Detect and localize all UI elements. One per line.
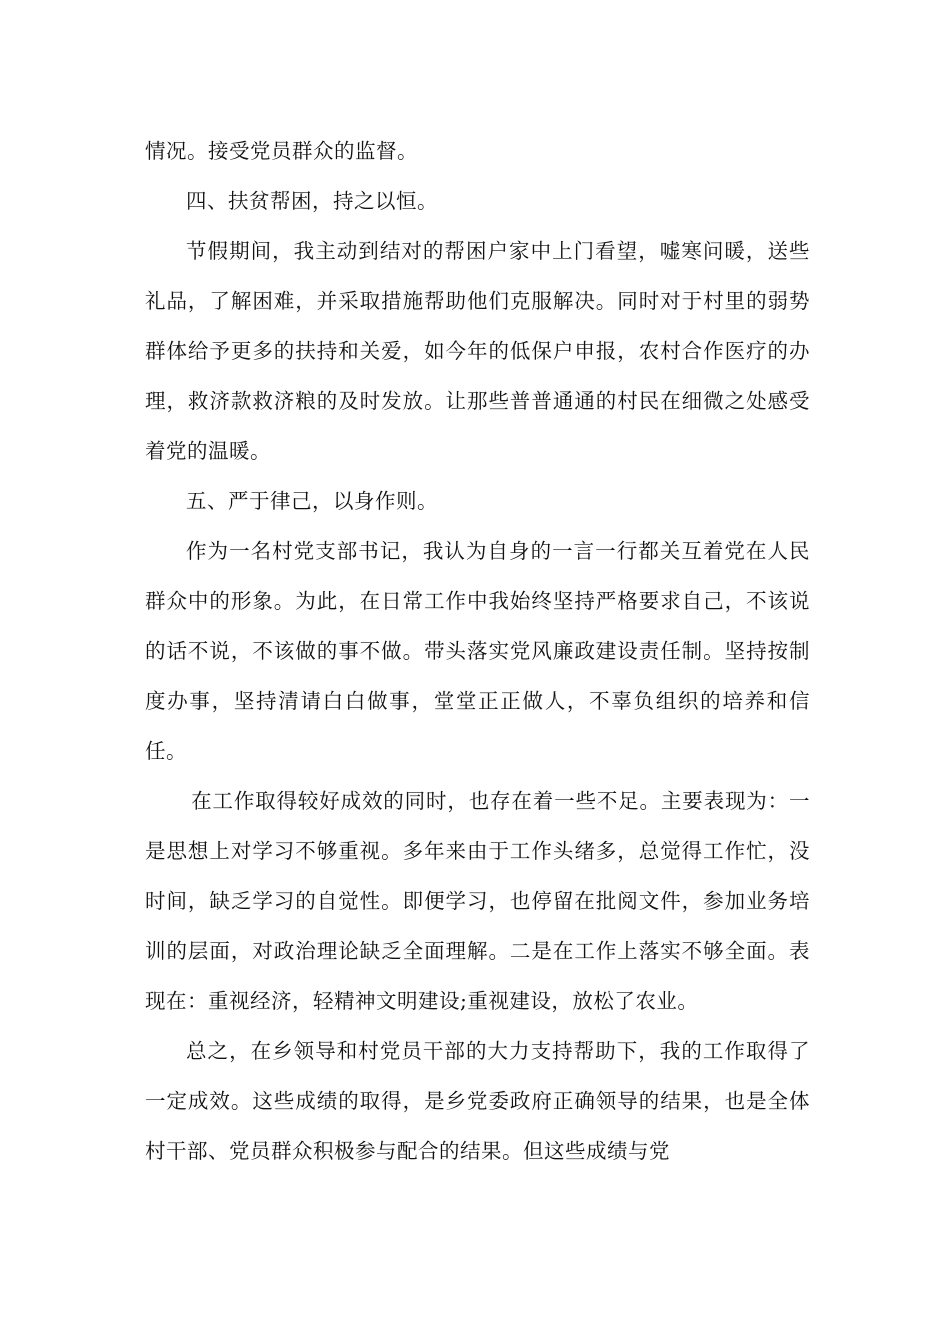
paragraph-self-discipline: 作为一名村党支部书记，我认为自身的一言一行都关互着党在人民群众中的形象。为此，在日常工作中我始终坚持严格要求自己，不该说的话不说，不该做的事不做。带头落实党风廉政建设责任制。坚持按制度办事，坚持清请白白做事，堂堂正正做人，不辜负组织的培养和信任。 bbox=[145, 539, 810, 763]
document-body bbox=[145, 126, 810, 1176]
paragraph-conclusion: 总之，在乡领导和村党员干部的大力支持帮助下，我的工作取得了一定成效。这些成绩的取得，是乡党委政府正确领导的结果，也是全体村干部、党员群众积极参与配合的结果。但这些成绩与党 bbox=[145, 1039, 810, 1163]
paragraph-poverty-relief: 节假期间，我主动到结对的帮困户家中上门看望，嘘寒问暖，送些礼品，了解困难，并采取措施帮助他们克服解决。同时对于村里的弱势群体给予更多的扶持和关爱，如今年的低保户申报，农村合作医疗的办理，救济款救济粮的及时发放。让那些普普通通的村民在细微之处感受着党的温暖。 bbox=[145, 239, 810, 463]
section-heading-four: 四、扶贫帮困，持之以恒。 bbox=[186, 189, 438, 213]
paragraph-continuation: 情况。接受党员群众的监督。 bbox=[145, 139, 418, 163]
section-heading-five: 五、严于律己，以身作则。 bbox=[186, 489, 438, 513]
paragraph-shortcomings: 在工作取得较好成效的同时，也存在着一些不足。主要表现为：一是思想上对学习不够重视。多年来由于工作头绪多，总觉得工作忙，没时间，缺乏学习的自觉性。即便学习，也停留在批阅文件，参加业务培训的层面，对政治理论缺乏全面理解。二是在工作上落实不够全面。表现在：重视经济，轻精神文明建设;重视建设，放松了农业。 bbox=[145, 789, 810, 1013]
